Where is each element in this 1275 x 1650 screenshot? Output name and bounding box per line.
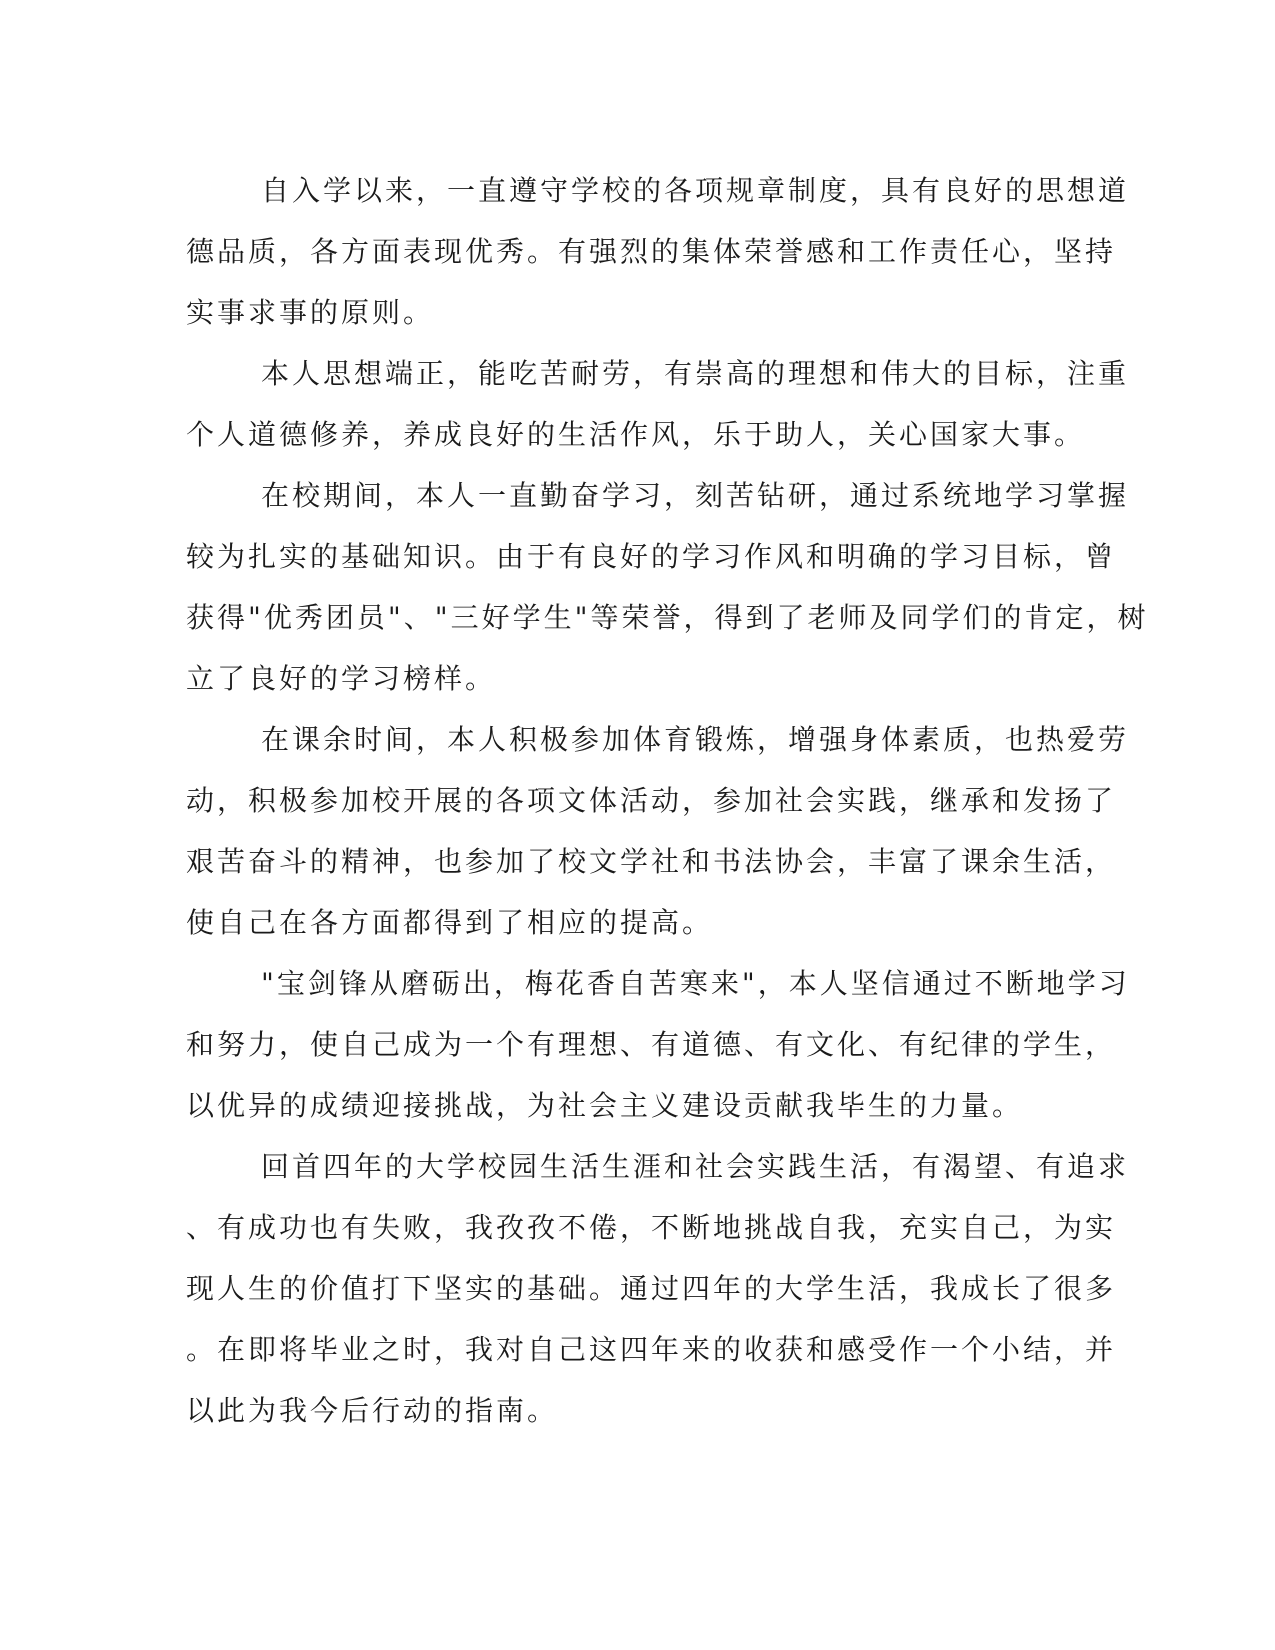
paragraph-line: "宝剑锋从磨砺出，梅花香自苦寒来"，本人坚信通过不断地学习 (261, 967, 1130, 1000)
paragraph-3 (186, 465, 1149, 709)
paragraph-line: 在校期间，本人一直勤奋学习，刻苦钻研，通过系统地学习掌握 (261, 479, 1130, 512)
paragraph-line: 以此为我今后行动的指南。 (186, 1394, 559, 1427)
paragraph-line: 现人生的价值打下坚实的基础。通过四年的大学生活，我成长了很多 (186, 1272, 1117, 1305)
paragraph-1 (186, 160, 1130, 343)
paragraph-line: 德品质，各方面表现优秀。有强烈的集体荣誉感和工作责任心，坚持 (186, 235, 1117, 268)
paragraph-4 (186, 709, 1130, 953)
paragraph-line: 立了良好的学习榜样。 (186, 662, 497, 695)
paragraph-line: 获得"优秀团员"、"三好学生"等荣誉，得到了老师及同学们的肯定，树 (186, 601, 1149, 634)
paragraph-line: 艰苦奋斗的精神，也参加了校文学社和书法协会，丰富了课余生活， (186, 845, 1117, 878)
paragraph-line: 回首四年的大学校园生活生涯和社会实践生活，有渴望、有追求 (261, 1150, 1130, 1183)
paragraph-line: 个人道德修养，养成良好的生活作风，乐于助人，关心国家大事。 (186, 418, 1086, 451)
paragraph-line: 和努力，使自己成为一个有理想、有道德、有文化、有纪律的学生， (186, 1028, 1117, 1061)
paragraph-line: 使自己在各方面都得到了相应的提高。 (186, 906, 714, 939)
paragraph-line: 。在即将毕业之时，我对自己这四年来的收获和感受作一个小结，并 (186, 1333, 1117, 1366)
paragraph-line: 自入学以来，一直遵守学校的各项规章制度，具有良好的思想道 (261, 174, 1130, 207)
paragraph-line: 实事求事的原则。 (186, 296, 435, 329)
document-body (186, 160, 1149, 1441)
paragraph-line: 本人思想端正，能吃苦耐劳，有崇高的理想和伟大的目标，注重 (261, 357, 1130, 390)
paragraph-2 (186, 343, 1130, 465)
paragraph-line: 在课余时间，本人积极参加体育锻炼，增强身体素质，也热爱劳 (261, 723, 1130, 756)
paragraph-line: 动，积极参加校开展的各项文体活动，参加社会实践，继承和发扬了 (186, 784, 1117, 817)
paragraph-line: 较为扎实的基础知识。由于有良好的学习作风和明确的学习目标，曾 (186, 540, 1117, 573)
paragraph-line: 、有成功也有失败，我孜孜不倦，不断地挑战自我，充实自己，为实 (186, 1211, 1117, 1244)
paragraph-line: 以优异的成绩迎接挑战，为社会主义建设贡献我毕生的力量。 (186, 1089, 1024, 1122)
paragraph-6 (186, 1136, 1130, 1441)
paragraph-5 (186, 953, 1130, 1136)
